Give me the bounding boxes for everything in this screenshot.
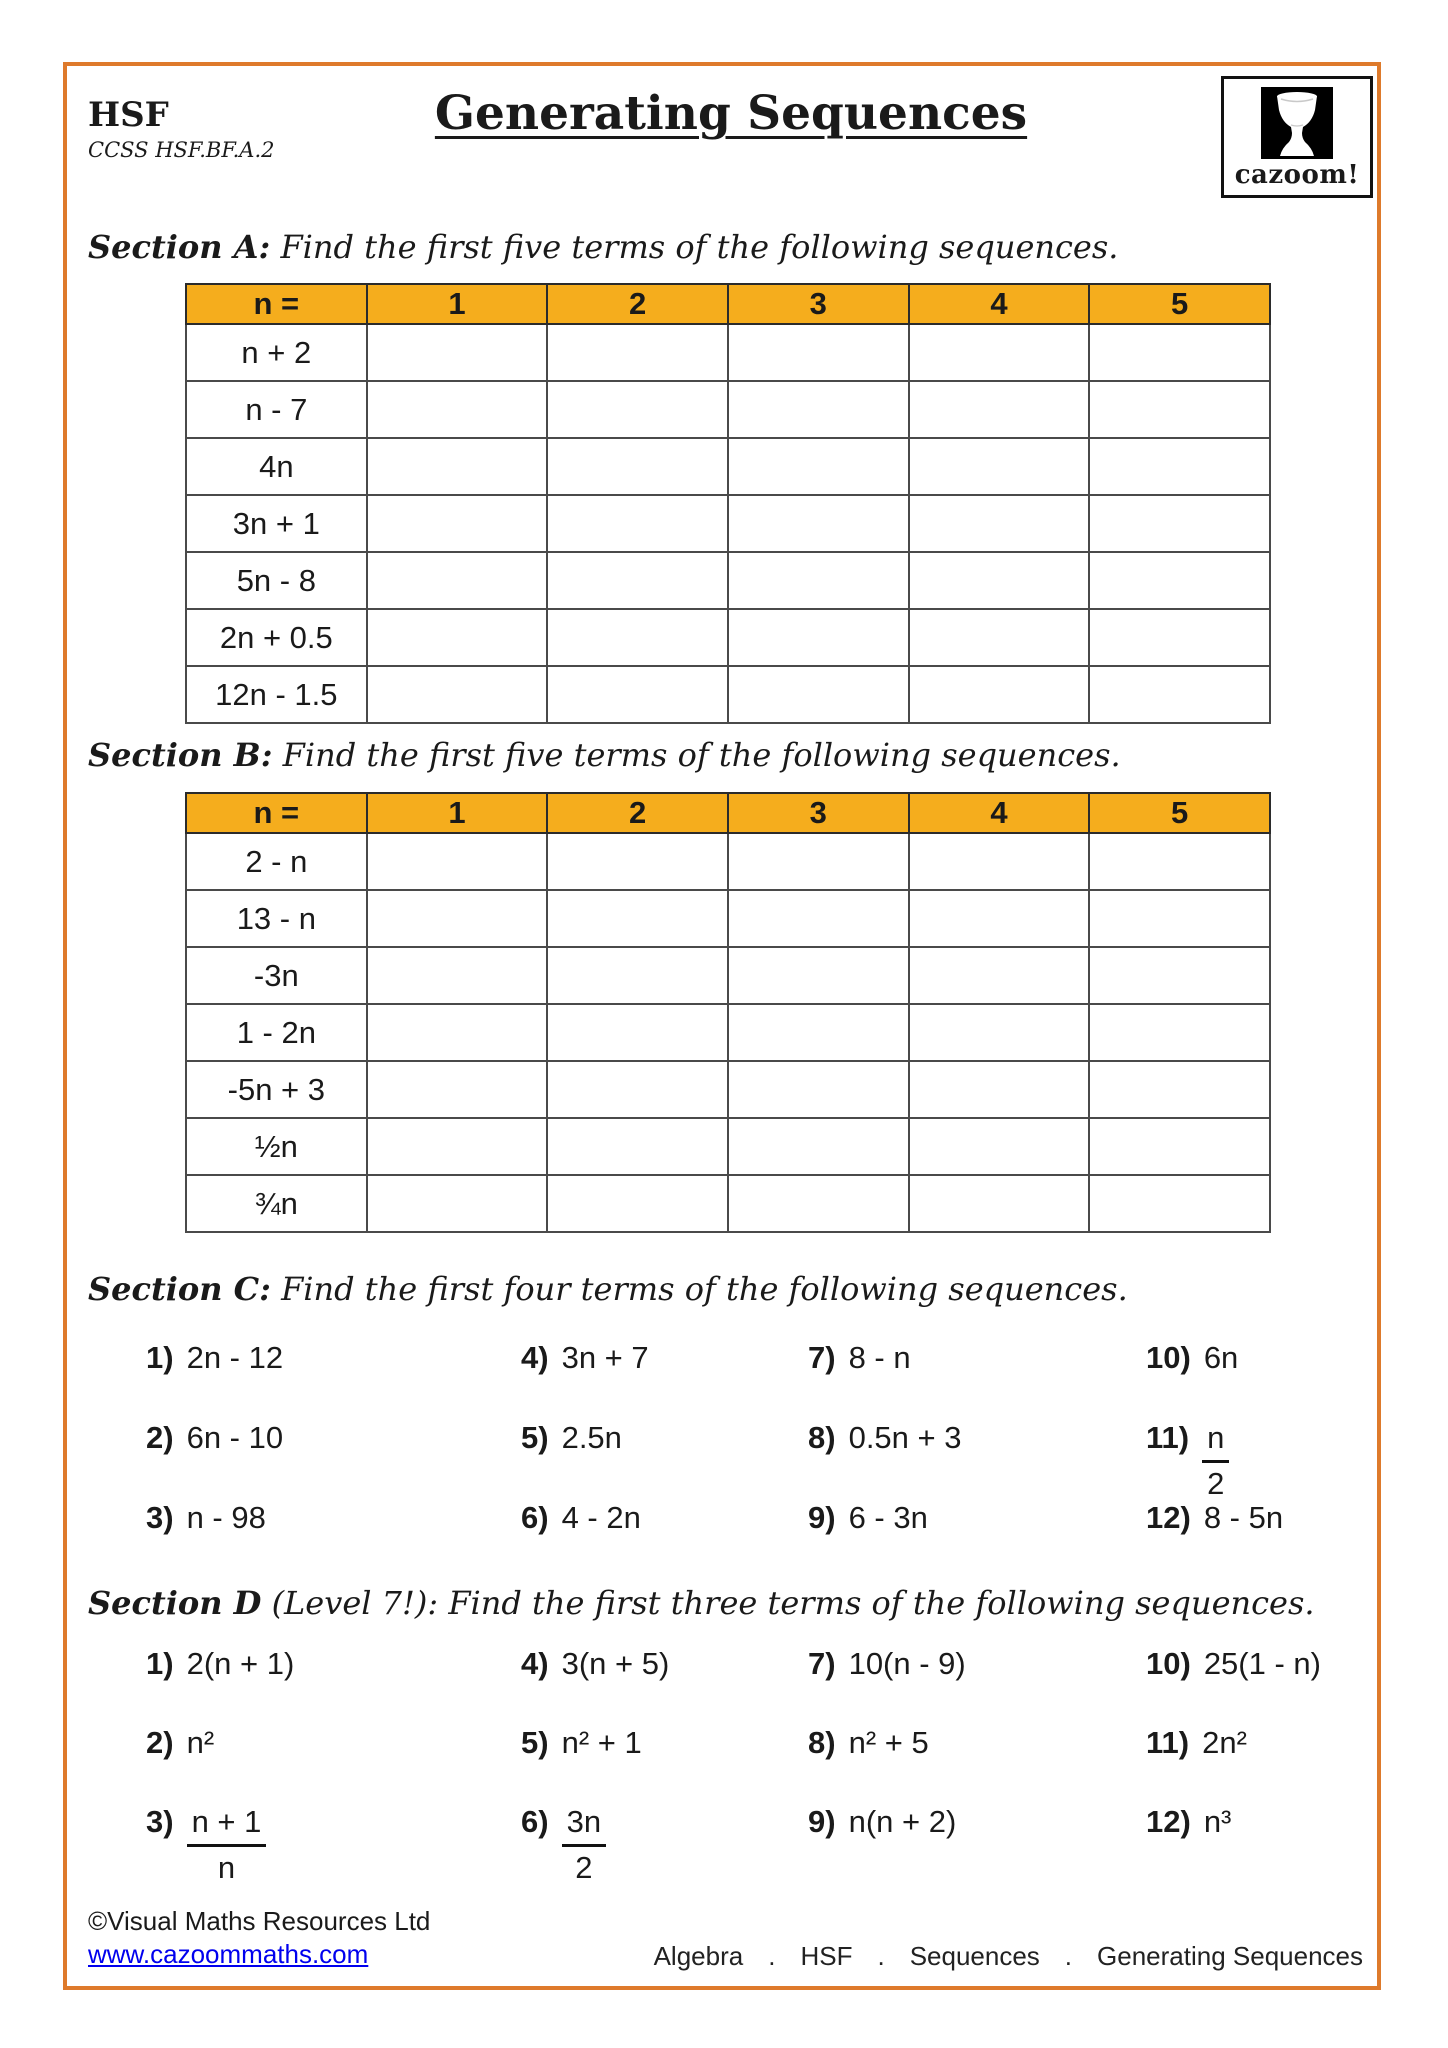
problem-item: [146, 1340, 521, 1420]
table-row: [186, 666, 1270, 723]
fraction: [187, 1804, 267, 1885]
answer-cell: [1089, 666, 1270, 723]
answer-cell: [728, 1175, 909, 1232]
table-row: [186, 1004, 1270, 1061]
answer-cell: [1089, 1061, 1270, 1118]
page-title: Generating Sequences: [434, 86, 1028, 141]
table-row: [186, 833, 1270, 890]
answer-cell: [909, 1175, 1090, 1232]
problem-number: 4): [521, 1340, 549, 1375]
breadcrumb-separator: .: [768, 1941, 776, 1971]
section-c-label: Section C:: [88, 1270, 271, 1308]
problem-expression: n³: [1203, 1804, 1232, 1839]
answer-cell: [728, 1061, 909, 1118]
problem-number: 2): [146, 1725, 174, 1760]
breadcrumb-separator: .: [1064, 1941, 1073, 1971]
problem-item: [521, 1804, 808, 1883]
problem-number: 3): [146, 1500, 174, 1535]
answer-cell: [1089, 609, 1270, 666]
header-cell-1: 1: [367, 284, 548, 324]
section-b-table: [185, 792, 1271, 1233]
sequence-rule-cell: 12n - 1.5: [186, 666, 367, 723]
answer-cell: [1089, 495, 1270, 552]
answer-cell: [1089, 381, 1270, 438]
fraction-numerator: 3n: [562, 1804, 606, 1847]
problem-item: [521, 1420, 808, 1500]
problem-expression: n² + 1: [561, 1725, 642, 1760]
section-d-problems: [146, 1646, 1372, 1883]
problem-expression: 2n²: [1202, 1725, 1247, 1760]
sequence-rule-cell: -5n + 3: [186, 1061, 367, 1118]
problem-item: [1146, 1420, 1372, 1500]
fraction-numerator: n + 1: [187, 1804, 267, 1847]
logo-brand-text: cazoom!: [1234, 160, 1360, 190]
answer-cell: [909, 381, 1090, 438]
answer-cell: [728, 552, 909, 609]
breadcrumb-separator: .: [877, 1941, 885, 1971]
table-row: [186, 1061, 1270, 1118]
problem-item: [808, 1646, 1146, 1725]
problem-item: [521, 1646, 808, 1725]
answer-cell: [728, 890, 909, 947]
section-a-table: [185, 283, 1271, 724]
sequence-rule-cell: 2n + 0.5: [186, 609, 367, 666]
answer-cell: [367, 1061, 548, 1118]
answer-cell: [1089, 947, 1270, 1004]
table-row: [186, 495, 1270, 552]
sequence-rule-cell: ¾n: [186, 1175, 367, 1232]
header-cell-5: 5: [1089, 284, 1270, 324]
problem-number: 5): [521, 1420, 549, 1455]
fraction-denominator: n: [217, 1849, 236, 1885]
answer-cell: [547, 324, 728, 381]
answer-cell: [728, 666, 909, 723]
section-d-label: Section D: [88, 1584, 262, 1622]
answer-cell: [1089, 438, 1270, 495]
answer-cell: [547, 947, 728, 1004]
answer-cell: [367, 552, 548, 609]
answer-cell: [547, 890, 728, 947]
table-row: [186, 890, 1270, 947]
answer-cell: [1089, 1118, 1270, 1175]
section-d-level-note: (Level 7!):: [271, 1584, 439, 1622]
problem-expression: 2.5n: [561, 1420, 622, 1455]
answer-cell: [367, 1004, 548, 1061]
problem-number: 7): [808, 1340, 836, 1375]
section-b-instruction: Find the first five terms of the following sequences.: [282, 736, 1121, 774]
answer-cell: [367, 381, 548, 438]
problem-item: [1146, 1340, 1372, 1420]
problem-expression: 6n: [1203, 1340, 1239, 1375]
table-row: [186, 324, 1270, 381]
answer-cell: [1089, 890, 1270, 947]
header-cell-3: 3: [728, 793, 909, 833]
problem-expression: 6 - 3n: [848, 1500, 928, 1535]
answer-cell: [367, 1175, 548, 1232]
breadcrumb: [654, 1941, 1363, 1972]
problem-number: 3): [146, 1804, 174, 1839]
answer-cell: [728, 833, 909, 890]
problem-item: [146, 1646, 521, 1725]
table-row: [186, 1118, 1270, 1175]
answer-cell: [728, 1004, 909, 1061]
section-c-instruction: Find the first four terms of the following sequences.: [281, 1270, 1128, 1308]
answer-cell: [367, 609, 548, 666]
breadcrumb-item: Sequences: [909, 1941, 1040, 1971]
problem-number: 10): [1146, 1646, 1191, 1681]
problem-item: [521, 1725, 808, 1804]
problem-number: 10): [1146, 1340, 1191, 1375]
answer-cell: [547, 438, 728, 495]
copyright-text: ©Visual Maths Resources Ltd: [88, 1906, 431, 1936]
answer-cell: [909, 1061, 1090, 1118]
problem-number: 5): [521, 1725, 549, 1760]
answer-cell: [909, 495, 1090, 552]
answer-cell: [728, 1118, 909, 1175]
problem-expression: n - 98: [186, 1500, 266, 1535]
problem-item: [808, 1804, 1146, 1883]
fraction: [1202, 1420, 1229, 1501]
answer-cell: [1089, 324, 1270, 381]
answer-cell: [909, 552, 1090, 609]
section-b-heading: [88, 736, 1121, 774]
problem-item: [808, 1725, 1146, 1804]
sequence-rule-cell: ½n: [186, 1118, 367, 1175]
section-c-heading: [88, 1270, 1128, 1308]
answer-cell: [909, 324, 1090, 381]
problem-expression: 8 - n: [848, 1340, 911, 1375]
answer-cell: [909, 890, 1090, 947]
table-row: [186, 1175, 1270, 1232]
table-header-row: [186, 793, 1270, 833]
answer-cell: [728, 381, 909, 438]
problem-number: 4): [521, 1646, 549, 1681]
section-d-heading: [88, 1584, 1315, 1622]
problem-item: [146, 1725, 521, 1804]
problem-number: 6): [521, 1500, 549, 1535]
sequence-rule-cell: 3n + 1: [186, 495, 367, 552]
answer-cell: [367, 833, 548, 890]
answer-cell: [367, 947, 548, 1004]
table-header-row: [186, 284, 1270, 324]
problem-item: [808, 1420, 1146, 1500]
cazoom-logo: [1221, 76, 1373, 198]
answer-cell: [1089, 1175, 1270, 1232]
section-b-label: Section B:: [88, 736, 273, 774]
problem-number: 11): [1146, 1725, 1190, 1760]
answer-cell: [547, 1175, 728, 1232]
problem-number: 11): [1146, 1420, 1190, 1455]
header-cell-4: 4: [909, 284, 1090, 324]
sequence-rule-cell: 5n - 8: [186, 552, 367, 609]
header-cell-2: 2: [547, 793, 728, 833]
table-row: [186, 552, 1270, 609]
table-row: [186, 438, 1270, 495]
header-cell-2: 2: [547, 284, 728, 324]
table-row: [186, 381, 1270, 438]
problem-number: 8): [808, 1725, 836, 1760]
header-cell-3: 3: [728, 284, 909, 324]
answer-cell: [728, 324, 909, 381]
answer-cell: [909, 666, 1090, 723]
page-title-wrap: [381, 86, 1081, 141]
answer-cell: [728, 438, 909, 495]
fraction-denominator: 2: [1207, 1465, 1225, 1501]
section-a-instruction: Find the first five terms of the following sequences.: [280, 228, 1119, 266]
problem-expression: 6n - 10: [186, 1420, 284, 1455]
table-row: [186, 609, 1270, 666]
answer-cell: [367, 1118, 548, 1175]
djembe-drum-icon: [1261, 87, 1333, 159]
problem-expression: n(n + 2): [848, 1804, 957, 1839]
problem-item: [521, 1500, 808, 1580]
problem-expression: n² + 5: [848, 1725, 929, 1760]
problem-item: [1146, 1500, 1372, 1580]
answer-cell: [1089, 1004, 1270, 1061]
sequence-rule-cell: 2 - n: [186, 833, 367, 890]
answer-cell: [1089, 833, 1270, 890]
problem-number: 9): [808, 1804, 836, 1839]
problem-item: [146, 1500, 521, 1580]
problem-number: 9): [808, 1500, 836, 1535]
problem-number: 2): [146, 1420, 174, 1455]
answer-cell: [728, 609, 909, 666]
problem-number: 1): [146, 1340, 174, 1375]
answer-cell: [547, 666, 728, 723]
fraction-numerator: n: [1202, 1420, 1229, 1463]
answer-cell: [728, 495, 909, 552]
answer-cell: [367, 495, 548, 552]
header-cell-5: 5: [1089, 793, 1270, 833]
section-a-heading: [88, 228, 1118, 266]
problem-number: 12): [1146, 1500, 1191, 1535]
answer-cell: [909, 609, 1090, 666]
problem-expression: 8 - 5n: [1203, 1500, 1284, 1535]
fraction: [562, 1804, 606, 1885]
answer-cell: [547, 552, 728, 609]
problem-expression: 10(n - 9): [848, 1646, 966, 1681]
answer-cell: [909, 1118, 1090, 1175]
breadcrumb-item: Algebra: [653, 1941, 744, 1971]
header-cell-n: n =: [186, 793, 367, 833]
answer-cell: [547, 1004, 728, 1061]
problem-number: 6): [521, 1804, 549, 1839]
answer-cell: [909, 833, 1090, 890]
problem-expression: 2n - 12: [186, 1340, 284, 1375]
problem-expression: 25(1 - n): [1203, 1646, 1321, 1681]
level-code: HSF: [88, 95, 169, 135]
fraction-denominator: 2: [575, 1849, 593, 1885]
problem-item: [808, 1500, 1146, 1580]
problem-number: 1): [146, 1646, 174, 1681]
sequence-rule-cell: 13 - n: [186, 890, 367, 947]
answer-cell: [547, 381, 728, 438]
problem-item: [146, 1804, 521, 1883]
answer-cell: [909, 438, 1090, 495]
problem-expression: 3n + 7: [561, 1340, 649, 1375]
answer-cell: [367, 324, 548, 381]
website-link[interactable]: www.cazoommaths.com: [88, 1939, 369, 1969]
problem-expression: 0.5n + 3: [848, 1420, 962, 1455]
answer-cell: [728, 947, 909, 1004]
problem-number: 8): [808, 1420, 836, 1455]
problem-number: 12): [1146, 1804, 1191, 1839]
answer-cell: [367, 890, 548, 947]
answer-cell: [1089, 552, 1270, 609]
problem-item: [1146, 1646, 1372, 1725]
answer-cell: [367, 666, 548, 723]
problem-expression: 3(n + 5): [561, 1646, 670, 1681]
section-a-label: Section A:: [88, 228, 271, 266]
header-cell-1: 1: [367, 793, 548, 833]
sequence-rule-cell: 4n: [186, 438, 367, 495]
header-cell-4: 4: [909, 793, 1090, 833]
answer-cell: [547, 833, 728, 890]
section-c-problems: [146, 1340, 1372, 1580]
problem-item: [808, 1340, 1146, 1420]
answer-cell: [547, 1061, 728, 1118]
problem-item: [1146, 1804, 1372, 1883]
sequence-rule-cell: -3n: [186, 947, 367, 1004]
answer-cell: [909, 947, 1090, 1004]
section-d-instruction: Find the first three terms of the following sequences.: [448, 1584, 1315, 1622]
problem-item: [1146, 1725, 1372, 1804]
answer-cell: [547, 495, 728, 552]
problem-number: 7): [808, 1646, 836, 1681]
standard-block: [88, 95, 275, 162]
sequence-rule-cell: 1 - 2n: [186, 1004, 367, 1061]
sequence-rule-cell: n + 2: [186, 324, 367, 381]
problem-expression: 2(n + 1): [186, 1646, 295, 1681]
sequence-rule-cell: n - 7: [186, 381, 367, 438]
answer-cell: [547, 1118, 728, 1175]
breadcrumb-item: Generating Sequences: [1097, 1941, 1363, 1971]
breadcrumb-item: HSF: [800, 1941, 853, 1971]
problem-item: [146, 1420, 521, 1500]
answer-cell: [909, 1004, 1090, 1061]
problem-item: [521, 1340, 808, 1420]
answer-cell: [367, 438, 548, 495]
problem-expression: n²: [186, 1725, 215, 1760]
header-cell-n: n =: [186, 284, 367, 324]
problem-expression: 4 - 2n: [561, 1500, 641, 1535]
ccss-standard: CCSS HSF.BF.A.2: [88, 138, 275, 162]
table-row: [186, 947, 1270, 1004]
answer-cell: [547, 609, 728, 666]
